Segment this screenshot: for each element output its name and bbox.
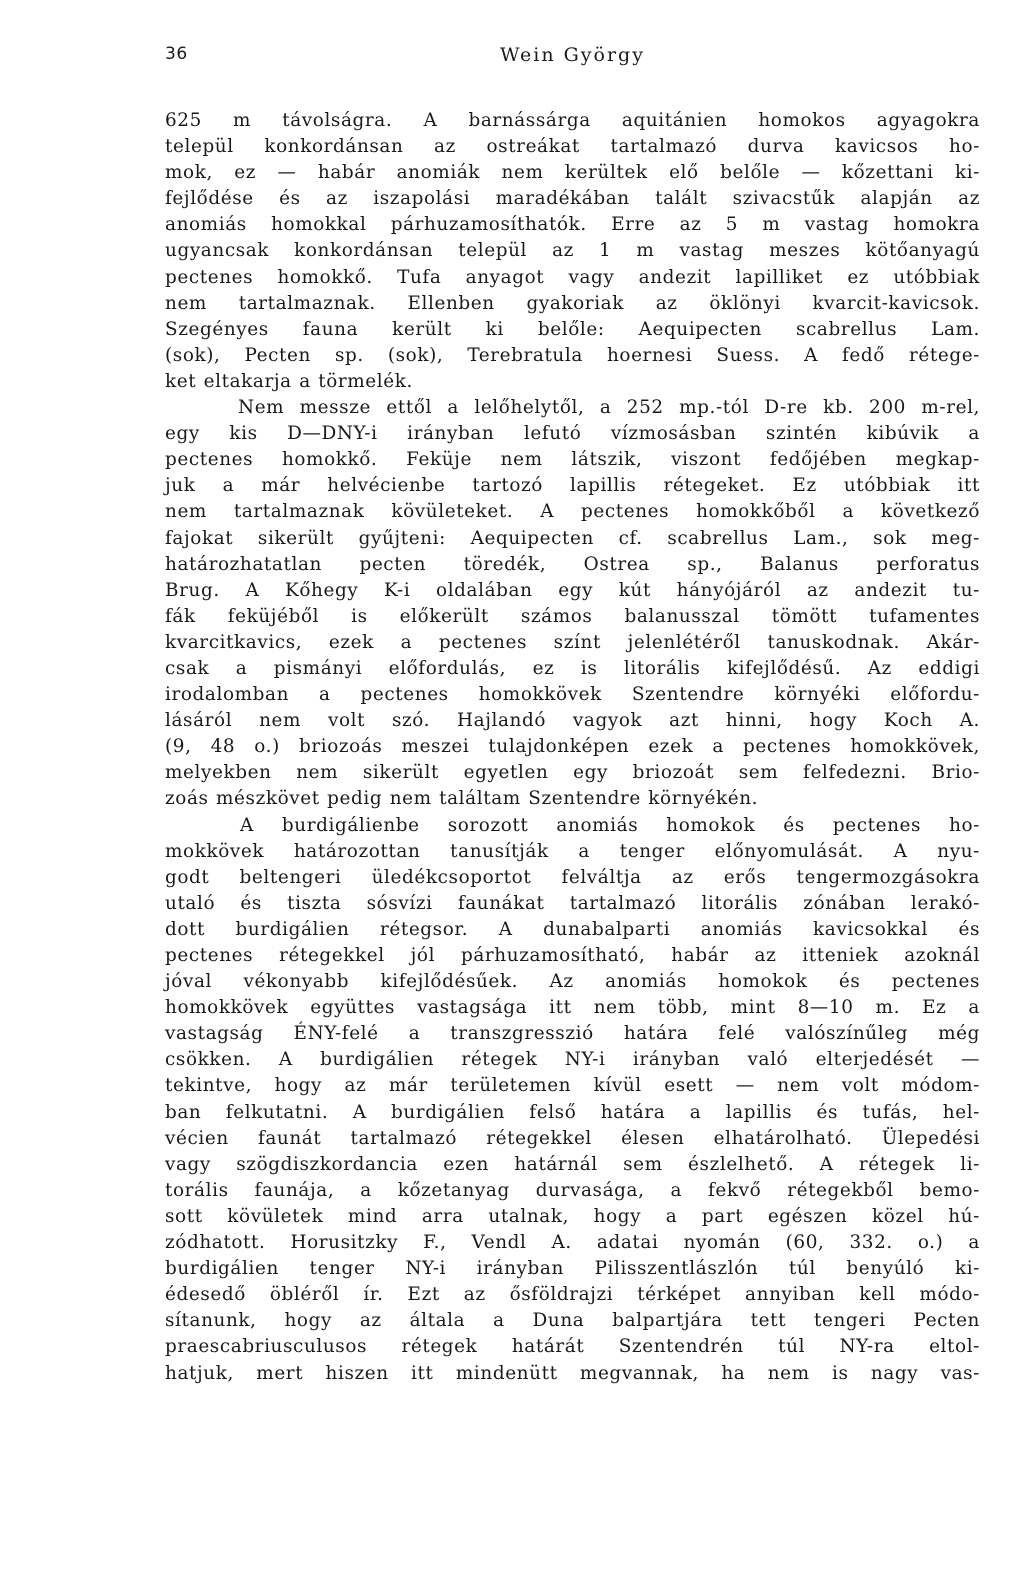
text-line: godt beltengeri üledékcsoportot felváltja az erős tengermozgásokra — [165, 866, 980, 888]
text-line: kvarcitkavics, ezek a pectenes színt jelenlétéről tanuskodnak. Akár- — [165, 631, 980, 653]
text-line: zoás mészkövet pedig nem találtam Szentendre környékén. — [165, 788, 759, 810]
text-line: Nem messze ettől a lelőhelytől, a 252 mp.-tól D-re kb. 200 m-rel, — [238, 397, 980, 419]
text-line: fák feküjéből is előkerült számos balanusszal tömött tufamentes — [165, 605, 980, 627]
text-line: zódhatott. Horusitzky F., Vendl A. adatai nyomán (60, 332. o.) a — [165, 1232, 980, 1254]
text-line: burdigálien tenger NY-i irányban Pilisszentlászlón túl benyúló ki- — [165, 1258, 980, 1280]
text-line: pectenes rétegekkel jól párhuzamosítható, habár az itteniek azoknál — [165, 945, 980, 966]
text-line: A burdigálienbe sorozott anomiás homokok és pectenes ho- — [240, 814, 980, 836]
text-line: édesedő öbléről ír. Ezt az ősföldrajzi térképet annyiban kell módo- — [165, 1284, 980, 1306]
text-line: pectenes homokkő. Tufa anyagot vagy andezit lapilliket ez utóbbiak — [165, 266, 980, 288]
text-line: települ konkordánsan az ostreákat tartalmazó durva kavicsos ho- — [165, 136, 980, 158]
text-line: fajokat sikerült gyűjteni: Aequipecten cf. scabrellus Lam., sok meg- — [165, 527, 980, 549]
text-line: ban felkutatni. A burdigálien felső határa a lapillis és tufás, hel- — [165, 1101, 980, 1123]
text-line: nem tartalmaznak kövületeket. A pectenes homokkőből a következő — [165, 501, 980, 523]
text-line: homokkövek együttes vastagsága itt nem több, mint 8—10 m. Ez a — [165, 997, 980, 1019]
text-line: csak a pismányi előfordulás, ez is litorális kifejlődésű. Az eddigi — [165, 657, 980, 679]
text-line: praescabriusculusos rétegek határát Szentendrén túl NY-ra eltol- — [165, 1336, 980, 1358]
text-line: mok, ez — habár anomiák nem kerültek elő belőle — kőzettani ki- — [165, 162, 980, 184]
text-line: torális faunája, a kőzetanyag durvasága, a fekvő rétegekből bemo- — [165, 1179, 980, 1201]
running-title: Wein György — [500, 44, 645, 66]
text-line: nem tartalmaznak. Ellenben gyakoriak az öklönyi kvarcit-kavicsok. — [165, 292, 980, 314]
text-line: jóval vékonyabb kifejlődésűek. Az anomiás homokok és pectenes — [165, 971, 980, 993]
text-line: fejlődése és az iszapolási maradékában talált szivacstűk alapján az — [165, 188, 980, 210]
text-line: irodalomban a pectenes homokkövek Szentendre környéki előfordu- — [165, 684, 980, 706]
text-line: csökken. A burdigálien rétegek NY-i irányban való elterjedését — — [165, 1049, 980, 1071]
text-line: pectenes homokkő. Feküje nem látszik, viszont fedőjében megkap- — [165, 449, 980, 471]
text-line — [165, 1387, 980, 1413]
text-line: lásáról nem volt szó. Hajlandó vagyok azt hinni, hogy Koch A. — [165, 710, 980, 732]
text-line: utaló és tiszta sósvízi faunákat tartalmazó litorális zónában lerakó- — [165, 892, 980, 914]
text-line: Brug. A Kőhegy K-i oldalában egy kút hányójáról az andezit tu- — [165, 579, 980, 601]
text-line: vécien faunát tartalmazó rétegekkel élesen elhatárolható. Ülepedési — [165, 1127, 980, 1149]
page-number: 36 — [165, 44, 188, 64]
text-line: vastagság ÉNY-felé a transzgresszió határa felé valószínűleg még — [165, 1023, 980, 1045]
text-line: melyekben nem sikerült egyetlen egy briozoát sem felfedezni. Brio- — [165, 762, 980, 784]
page-header — [165, 44, 980, 74]
text-line: határozhatatlan pecten töredék, Ostrea sp., Balanus perforatus — [165, 553, 980, 575]
text-line: juk a már helvécienbe tartozó lapillis rétegeket. Ez utóbbiak itt — [165, 475, 980, 497]
text-line: tekintve, hogy az már területemen kívül esett — nem volt módom- — [165, 1075, 980, 1097]
text-line: hatjuk, mert hiszen itt mindenütt megvannak, ha nem is nagy vas- — [165, 1362, 980, 1384]
text-line: egy kis D—DNY-i irányban lefutó vízmosásban szintén kibúvik a — [165, 423, 980, 445]
text-line: (9, 48 o.) briozoás meszei tulajdonképen ezek a pectenes homokkövek, — [165, 736, 980, 758]
text-line: anomiás homokkal párhuzamosíthatók. Erre az 5 m vastag homokra — [165, 214, 980, 236]
text-line: vagy szögdiszkordancia ezen határnál sem észlelhető. A rétegek li- — [165, 1153, 980, 1175]
text-line: 625 m távolságra. A barnássárga aquitánien homokos agyagokra — [165, 110, 980, 131]
text-line: sott kövületek mind arra utalnak, hogy a part egészen közel hú- — [165, 1205, 980, 1227]
text-line: dott burdigálien rétegsor. A dunabalparti anomiás kavicsokkal és — [165, 918, 980, 940]
text-line: mokkövek határozottan tanusítják a tenger előnyomulását. A nyu- — [165, 840, 980, 862]
text-line: (sok), Pecten sp. (sok), Terebratula hoernesi Suess. A fedő rétege- — [165, 344, 980, 366]
body-text — [165, 108, 980, 1413]
text-line: Szegényes fauna került ki belőle: Aequipecten scabrellus Lam. — [165, 318, 980, 340]
text-line: ket eltakarja a törmelék. — [165, 370, 413, 392]
text-line: ugyancsak konkordánsan települ az 1 m vastag meszes kötőanyagú — [165, 240, 980, 262]
text-line: sítanunk, hogy az általa a Duna balpartjára tett tengeri Pecten — [165, 1310, 980, 1332]
